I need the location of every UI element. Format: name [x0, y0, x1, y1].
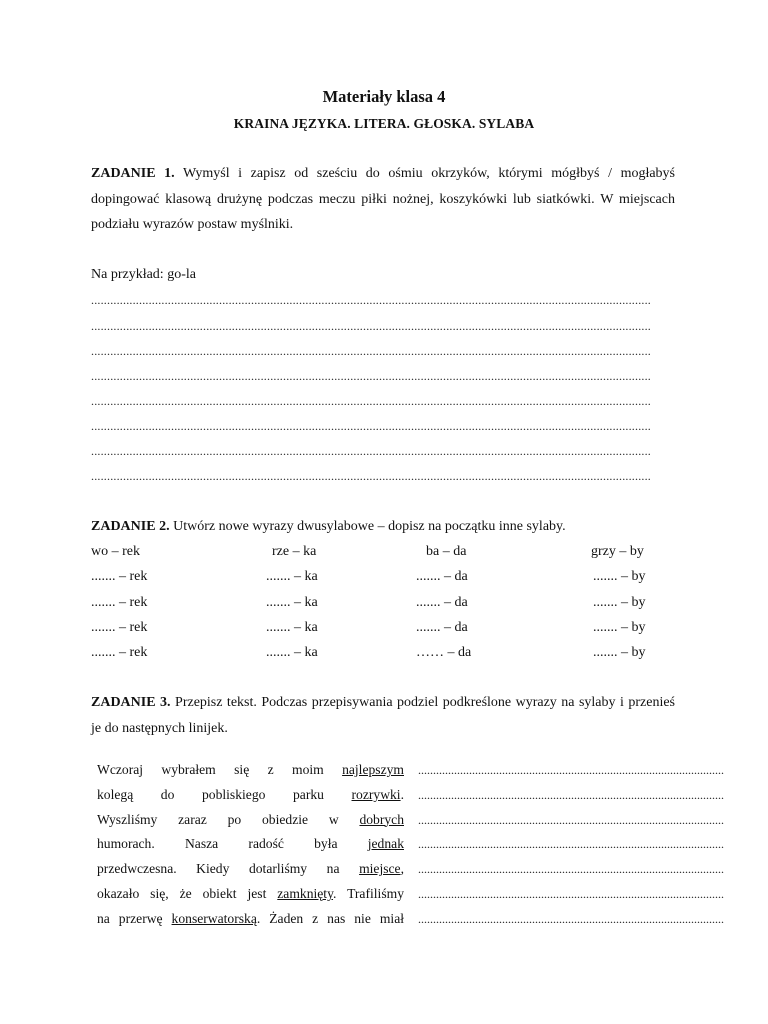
text-segment: humorach. Nasza radość była	[97, 836, 368, 852]
page-title: Materiały klasa 4	[322, 87, 446, 106]
task1-answer-line[interactable]: ...............................................................................................................................................................................	[91, 319, 651, 333]
text-segment: . Żaden z nas nie miał	[256, 910, 404, 926]
task1-label: ZADANIE 1.	[91, 166, 175, 181]
text-segment: Wyszliśmy zaraz po obiedzie w	[97, 811, 360, 827]
text-segment: przedwczesna. Kiedy dotarliśmy na	[97, 861, 360, 877]
underlined-word: konserwatorską	[171, 910, 257, 926]
task3-text: Przepisz tekst. Podczas przepisywania podziel podkreślone wyrazy na sylaby i przenieś je do następnych linijek.	[91, 695, 676, 736]
task1-text: Wymyśl i zapisz od sześciu do ośmiu okrzyków, którymi mógłbyś / mogłabyś dopingować klasową drużynę podczas meczu piłki nożnej, koszykówki lub siatkówki. W miejscach podziału wyrazów postaw myślniki.	[91, 166, 676, 232]
task3-answer-line[interactable]: ......................................................................................................	[418, 813, 724, 827]
syllable-blank[interactable]: ....... – rek	[91, 595, 148, 610]
syllable-pair: grzy – by	[591, 544, 644, 559]
task3-source-text	[97, 758, 404, 932]
text-segment: na przerwę	[97, 910, 172, 926]
task2-label: ZADANIE 2.	[91, 519, 170, 534]
source-text-line	[97, 758, 404, 783]
underlined-word: najlepszym	[342, 762, 404, 777]
syllable-blank[interactable]: ....... – da	[416, 595, 468, 610]
syllable-blank[interactable]: ....... – rek	[91, 620, 148, 635]
task1-answer-line[interactable]: ...............................................................................................................................................................................	[91, 369, 651, 383]
underlined-word: dobrych	[359, 811, 404, 827]
underlined-word: jednak	[367, 836, 404, 852]
text-segment: ,	[400, 861, 404, 877]
syllable-blank[interactable]: ....... – rek	[91, 645, 148, 660]
source-text-line	[97, 783, 404, 808]
source-text-line	[97, 882, 404, 907]
syllable-blank[interactable]: …… – da	[416, 645, 472, 660]
task3-answer-line[interactable]: ......................................................................................................	[418, 862, 724, 876]
task1-answer-line[interactable]: ...............................................................................................................................................................................	[91, 344, 651, 358]
task3-answer-line[interactable]: ......................................................................................................	[418, 788, 724, 802]
task1-answer-line[interactable]: ...............................................................................................................................................................................	[91, 394, 651, 408]
source-text-line	[97, 808, 404, 833]
syllable-blank[interactable]: ....... – by	[593, 569, 646, 584]
task3-answer-line[interactable]: ......................................................................................................	[418, 837, 724, 851]
syllable-pair: ba – da	[426, 544, 467, 559]
syllable-blank[interactable]: ....... – ka	[266, 645, 318, 660]
task2-instructions	[91, 514, 675, 540]
text-segment: Wczoraj wybrałem się z moim	[97, 762, 343, 777]
page-subtitle: KRAINA JĘZYKA. LITERA. GŁOSKA. SYLABA	[233, 116, 535, 131]
task3-answer-line[interactable]: ......................................................................................................	[418, 763, 724, 777]
task1-answer-line[interactable]: ...............................................................................................................................................................................	[91, 444, 651, 458]
syllable-blank[interactable]: ....... – da	[416, 569, 468, 584]
underlined-word: rozrywki	[351, 786, 401, 802]
source-text-line	[97, 907, 404, 932]
source-text-line	[97, 857, 404, 882]
syllable-blank[interactable]: ....... – ka	[266, 569, 318, 584]
task1-instructions	[91, 161, 675, 238]
syllable-pair: wo – rek	[91, 544, 140, 559]
task1-example: Na przykład: go-la	[91, 267, 196, 282]
syllable-pair: rze – ka	[272, 544, 317, 559]
text-segment: kolegą do pobliskiego parku	[97, 786, 352, 802]
syllable-blank[interactable]: ....... – ka	[266, 595, 318, 610]
text-segment: okazało się, że obiekt jest	[97, 885, 278, 901]
task3-instructions	[91, 690, 675, 741]
syllable-blank[interactable]: ....... – by	[593, 595, 646, 610]
task1-answer-line[interactable]: ...............................................................................................................................................................................	[91, 469, 651, 483]
underlined-word: zamknięty	[277, 885, 334, 901]
task3-answer-line[interactable]: ......................................................................................................	[418, 912, 724, 926]
syllable-blank[interactable]: ....... – rek	[91, 569, 148, 584]
task3-answer-line[interactable]: ......................................................................................................	[418, 887, 724, 901]
syllable-blank[interactable]: ....... – by	[593, 645, 646, 660]
source-text-line	[97, 832, 404, 857]
task3-label: ZADANIE 3.	[91, 695, 171, 710]
task2-text: Utwórz nowe wyrazy dwusylabowe – dopisz na początku inne sylaby.	[173, 519, 566, 534]
task1-answer-line[interactable]: ...............................................................................................................................................................................	[91, 293, 651, 307]
syllable-blank[interactable]: ....... – da	[416, 620, 468, 635]
syllable-blank[interactable]: ....... – by	[593, 620, 646, 635]
task1-answer-line[interactable]: ...............................................................................................................................................................................	[91, 419, 651, 433]
text-segment: . Trafiliśmy	[333, 885, 404, 901]
text-segment: .	[400, 786, 404, 802]
underlined-word: miejsce	[359, 861, 401, 877]
syllable-blank[interactable]: ....... – ka	[266, 620, 318, 635]
